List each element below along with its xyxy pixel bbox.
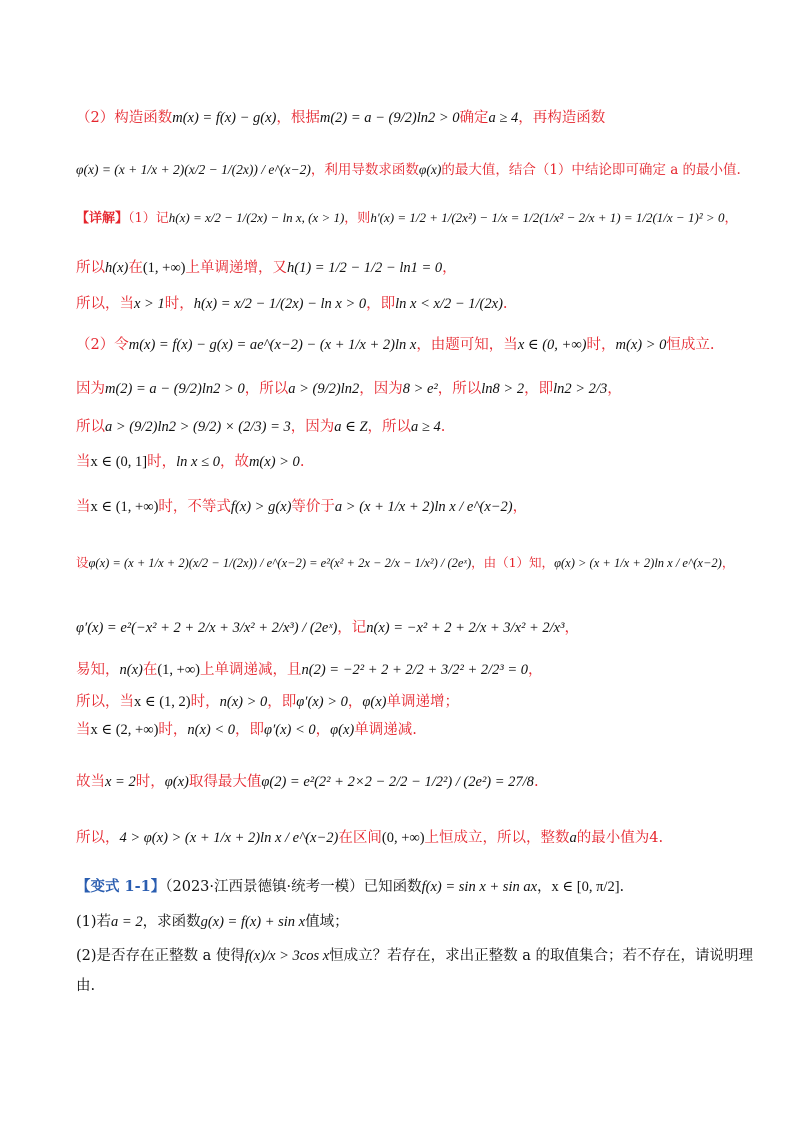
formula: x ∈ (2, +∞) [90, 722, 159, 738]
text: 所以 [76, 419, 105, 435]
text: 上恒成立，所以，整数 [424, 830, 570, 846]
text: 确定 [459, 110, 489, 126]
text: （2）构造函数 [76, 110, 173, 126]
text: ，因为 [359, 381, 403, 397]
text: (2)是否存在正整数 a 使得 [76, 948, 245, 964]
formula: m(x) > 0 [248, 454, 300, 470]
text: 设 [76, 555, 89, 570]
text: ， [721, 555, 735, 570]
text: 所以，当 [76, 694, 134, 710]
text: 上单调递减，且 [200, 662, 302, 678]
formula: n(x) > 0 [219, 694, 268, 710]
text: 时， [158, 722, 188, 738]
text: 恒成立. [666, 337, 715, 353]
text: ， [724, 211, 738, 226]
detail-line-15 [76, 828, 730, 848]
formula: φ(x) [418, 162, 442, 177]
text: ，即 [366, 296, 396, 312]
formula: f(x) = sin x + sin ax [421, 879, 538, 895]
formula: a ∈ Z [334, 419, 368, 435]
formula: ln x < x/2 − 1/(2x) [395, 296, 503, 312]
formula: a ≥ 4 [488, 110, 519, 126]
formula: n(x) [119, 662, 143, 678]
text: （1）记 [128, 211, 169, 226]
formula: x ∈ (1, 2) [134, 694, 191, 710]
variant-source: （2023·江西景德镇·统考一模）已知函数 [165, 879, 422, 895]
detail-line-6 [76, 417, 730, 437]
text: 等价于 [291, 499, 335, 515]
text: 的最大值，结合（1）中结论即可确定 a 的最小值. [441, 162, 741, 178]
text: ，所以 [244, 381, 289, 397]
formula: x ∈ (0, 1] [90, 454, 148, 470]
variant-q2 [76, 946, 754, 966]
formula: g(x) = f(x) + sin x [200, 914, 306, 930]
detail-line-4 [76, 335, 730, 355]
text: 由. [76, 978, 96, 994]
formula: a = 2 [111, 914, 143, 930]
text: ， [564, 620, 579, 636]
text: (1)若 [76, 914, 112, 930]
formula: φ(x) = (x + 1/x + 2)(x/2 − 1/(2x)) / e^(x−2) = e²(x² + 2x − 2/x − 1/x²) / (2eˣ) [88, 556, 472, 570]
text: ，由题可知，当 [416, 337, 518, 353]
formula: φ(x) [362, 694, 387, 710]
formula: ln x ≤ 0 [176, 454, 220, 470]
formula: n(x) = −x² + 2 + 2/x + 3/x² + 2/x³ [366, 620, 565, 636]
text: （2）令 [76, 337, 129, 353]
text: 时， [190, 694, 220, 710]
formula: φ′(x) < 0 [264, 722, 316, 738]
text: ，根据 [276, 110, 320, 126]
formula: x = 2 [105, 774, 136, 790]
text: ，再构造函数 [518, 110, 606, 126]
formula: x ∈ [0, π/2] [551, 879, 620, 895]
text: 单调递增； [386, 694, 459, 710]
text: ，由（1）知， [471, 555, 555, 570]
formula: x > 1 [134, 296, 165, 312]
text: 所以 [76, 260, 105, 276]
text: . [619, 879, 625, 895]
detail-line-8 [76, 497, 730, 517]
formula: (0, +∞) [381, 830, 425, 846]
text: ，即 [235, 722, 265, 738]
formula: 4 > φ(x) > (x + 1/x + 2)ln x / e^(x−2) [119, 830, 339, 846]
text: ，所以 [367, 419, 412, 435]
text: . [299, 454, 305, 470]
formula: ln8 > 2 [481, 381, 525, 397]
text: ，记 [337, 620, 367, 636]
detail-line-12 [76, 692, 730, 712]
text: 所以， [76, 830, 120, 846]
text: 时，不等式 [158, 499, 231, 515]
text: ，则 [344, 211, 371, 226]
formula: φ(x) [330, 722, 355, 738]
text: ，即 [524, 381, 554, 397]
text: 取得最大值 [188, 774, 262, 790]
text: 因为 [76, 381, 105, 397]
text: 值域； [305, 914, 349, 930]
detail-line-7 [76, 452, 730, 472]
formula: 8 > e² [402, 381, 438, 397]
formula: a > (9/2)ln2 > (9/2) × (2/3) = 3 [105, 419, 291, 435]
formula: x ∈ (1, +∞) [90, 499, 159, 515]
formula: φ(x) = (x + 1/x + 2)(x/2 − 1/(2x)) / e^(x−2) [76, 162, 311, 177]
detail-line-13 [76, 720, 730, 740]
detail-line-11 [76, 660, 730, 680]
text: 在 [128, 260, 143, 276]
text: . [502, 296, 508, 312]
detail-line-2 [76, 258, 730, 278]
formula: (1, +∞) [157, 662, 201, 678]
formula: a ≥ 4 [411, 419, 441, 435]
text: ， [442, 260, 457, 276]
formula: φ′(x) > 0 [296, 694, 348, 710]
text: 当 [76, 722, 91, 738]
text: 时， [164, 296, 194, 312]
formula: φ′(x) = e²(−x² + 2 + 2/x + 3/x² + 2/x³) / (2eˣ) [76, 620, 338, 636]
text: 当 [76, 454, 91, 470]
analysis-line-1 [76, 108, 730, 128]
formula: h(x) [105, 260, 129, 276]
text: ，求函数 [142, 914, 201, 930]
formula: a > (9/2)ln2 [288, 381, 360, 397]
text: 所以，当 [76, 296, 134, 312]
text: 易知， [76, 662, 120, 678]
text: ， [512, 499, 528, 515]
formula: m(x) = f(x) − g(x) [172, 110, 277, 126]
formula: h(x) = x/2 − 1/(2x) − ln x > 0 [193, 296, 367, 312]
text: 的最小值为4. [576, 830, 664, 846]
text: ，故 [219, 454, 249, 470]
formula: f(x) > g(x) [230, 499, 292, 515]
formula: h′(x) = 1/2 + 1/(2x²) − 1/x = 1/2(1/x² − 2/x + 1) = 1/2(1/x − 1)² > 0 [370, 210, 725, 225]
detail-line-10 [76, 618, 730, 638]
detail-line-3 [76, 294, 730, 314]
text: 上单调递增，又 [185, 260, 288, 276]
formula: n(x) < 0 [187, 722, 236, 738]
text: ， [315, 722, 331, 738]
text: ， [607, 381, 622, 397]
formula: m(x) = f(x) − g(x) = ae^(x−2) − (x + 1/x + 2)ln x [128, 337, 417, 353]
text: 时， [147, 454, 177, 470]
text: 恒成立？若存在，求出正整数 a 的取值集合；若不存在，请说明理 [329, 948, 754, 964]
formula: n(2) = −2² + 2 + 2/2 + 3/2² + 2/2³ = 0 [301, 662, 529, 678]
formula: x ∈ (0, +∞) [517, 337, 587, 353]
formula: (1, +∞) [142, 260, 186, 276]
text: ，因为 [290, 419, 335, 435]
formula: m(2) = a − (9/2)ln2 > 0 [105, 381, 245, 397]
text: ， [537, 879, 552, 895]
formula: φ(x) [164, 774, 189, 790]
formula: φ(2) = e²(2² + 2×2 − 2/2 − 1/2²) / (2e²) = 27/8 [261, 774, 534, 790]
formula: h(1) = 1/2 − 1/2 − ln1 = 0 [287, 260, 443, 276]
variant-tag: 【变式 1-1】 [76, 878, 166, 895]
detail-line-5 [76, 379, 730, 399]
analysis-line-2 [76, 160, 741, 180]
text: 在区间 [338, 830, 382, 846]
formula: h(x) = x/2 − 1/(2x) − ln x, (x > 1) [168, 210, 345, 225]
text: 在 [142, 662, 158, 678]
variant-q1 [76, 912, 730, 932]
text: ，所以 [437, 381, 482, 397]
variant-heading [76, 877, 730, 897]
formula: ln2 > 2/3 [553, 381, 608, 397]
formula: a > (x + 1/x + 2)ln x / e^(x−2) [334, 499, 513, 515]
detail-line-9 [76, 553, 735, 573]
formula: m(x) > 0 [615, 337, 667, 353]
formula: φ(x) > (x + 1/x + 2)ln x / e^(x−2) [554, 556, 722, 570]
text: ， [528, 662, 543, 678]
detail-line-1 [76, 208, 738, 229]
detail-tag: 【详解】 [76, 211, 129, 226]
text: 时， [135, 774, 165, 790]
text: 当 [76, 499, 91, 515]
formula: m(2) = a − (9/2)ln2 > 0 [319, 110, 460, 126]
text: ，利用导数求函数 [310, 162, 419, 178]
text: . [440, 419, 446, 435]
text: ， [347, 694, 363, 710]
text: 故当 [76, 774, 105, 790]
text: ，即 [267, 694, 297, 710]
text: . [533, 774, 539, 790]
text: 时， [586, 337, 616, 353]
detail-line-14 [76, 772, 730, 792]
text: 单调递减. [354, 722, 417, 738]
formula: a [569, 830, 577, 846]
formula: f(x)/x > 3cos x [244, 948, 330, 964]
variant-q2-cont [76, 976, 730, 996]
